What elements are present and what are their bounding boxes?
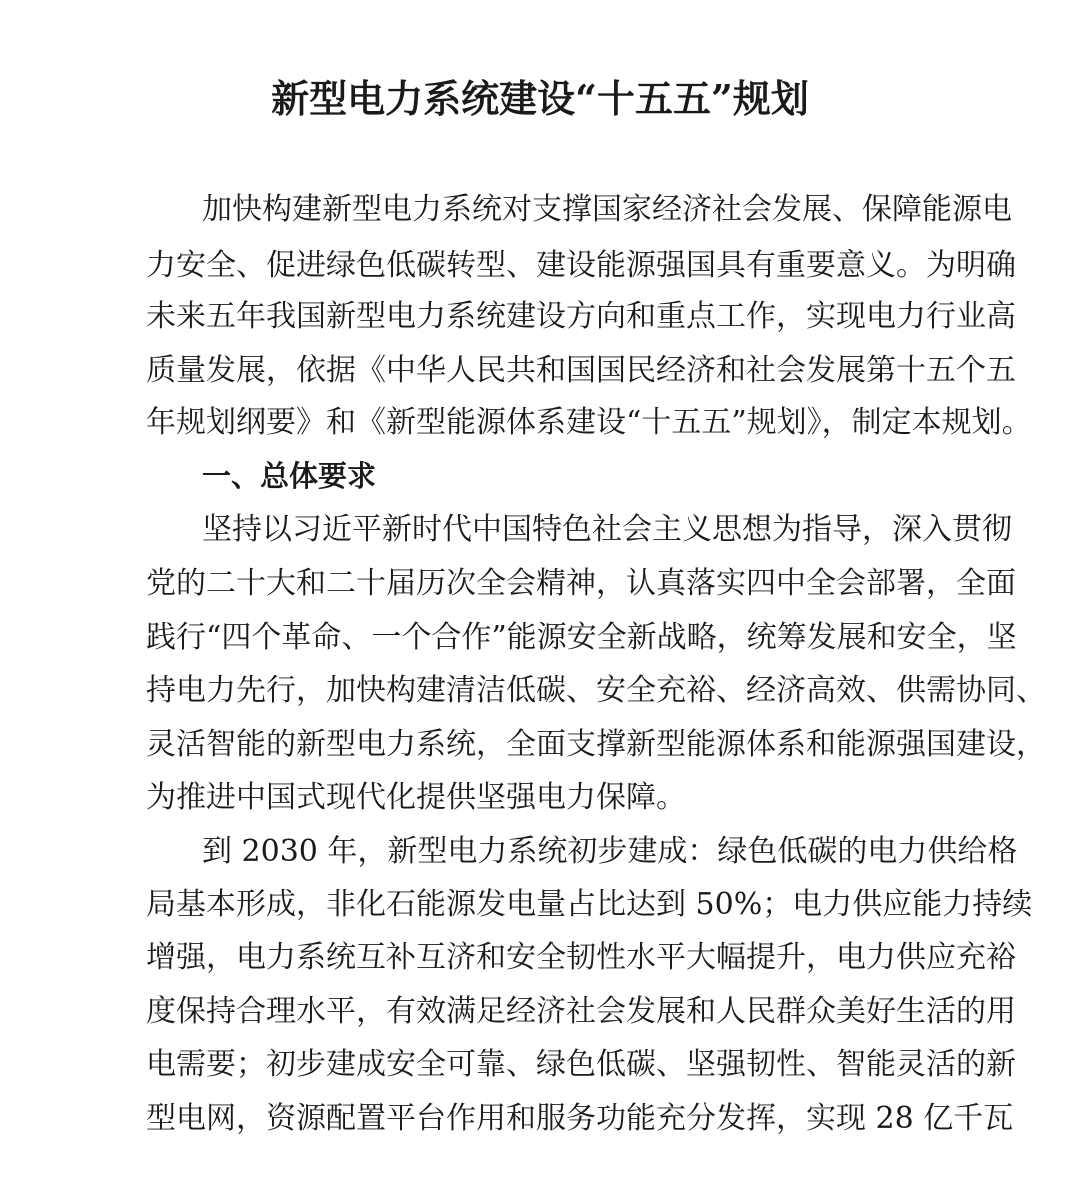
paragraph-line: 灵活智能的新型电力系统，全面支撑新型能源体系和能源强国建设， — [146, 727, 1046, 762]
paragraph-line: 电需要；初步建成安全可靠、绿色低碳、坚强韧性、智能灵活的新 — [146, 1047, 1016, 1082]
paragraph-line: 坚持以习近平新时代中国特色社会主义思想为指导，深入贯彻 — [202, 512, 1012, 547]
paragraph-line: 增强，电力系统互补互济和安全韧性水平大幅提升，电力供应充裕 — [146, 940, 1016, 975]
paragraph-line: 党的二十大和二十届历次全会精神，认真落实四中全会部署，全面 — [146, 566, 1016, 601]
paragraph-line: 度保持合理水平，有效满足经济社会发展和人民群众美好生活的用 — [146, 994, 1016, 1029]
paragraph-line: 为推进中国式现代化提供坚强电力保障。 — [146, 780, 686, 815]
paragraph-line: 持电力先行，加快构建清洁低碳、安全充裕、经济高效、供需协同、 — [146, 673, 1046, 708]
section-heading: 一、总体要求 — [202, 459, 377, 493]
paragraph-line: 加快构建新型电力系统对支撑国家经济社会发展、保障能源电 — [202, 192, 1012, 227]
paragraph-line: 力安全、促进绿色低碳转型、建设能源强国具有重要意义。为明确 — [146, 248, 1016, 283]
paragraph-line: 到 2030 年，新型电力系统初步建成：绿色低碳的电力供给格 — [202, 834, 1018, 869]
paragraph-line: 未来五年我国新型电力系统建设方向和重点工作，实现电力行业高 — [146, 299, 1016, 334]
paragraph-line: 年规划纲要》和《新型能源体系建设“十五五”规划》，制定本规划。 — [146, 405, 1032, 440]
document-title: 新型电力系统建设“十五五”规划 — [271, 76, 809, 121]
paragraph-line: 局基本形成，非化石能源发电量占比达到 50%；电力供应能力持续 — [146, 887, 1033, 922]
paragraph-line: 践行“四个革命、一个合作”能源安全新战略，统筹发展和安全，坚 — [146, 620, 1017, 655]
paragraph-line: 型电网，资源配置平台作用和服务功能充分发挥，实现 28 亿千瓦 — [146, 1101, 1014, 1136]
paragraph-line: 质量发展，依据《中华人民共和国国民经济和社会发展第十五个五 — [146, 353, 1016, 388]
